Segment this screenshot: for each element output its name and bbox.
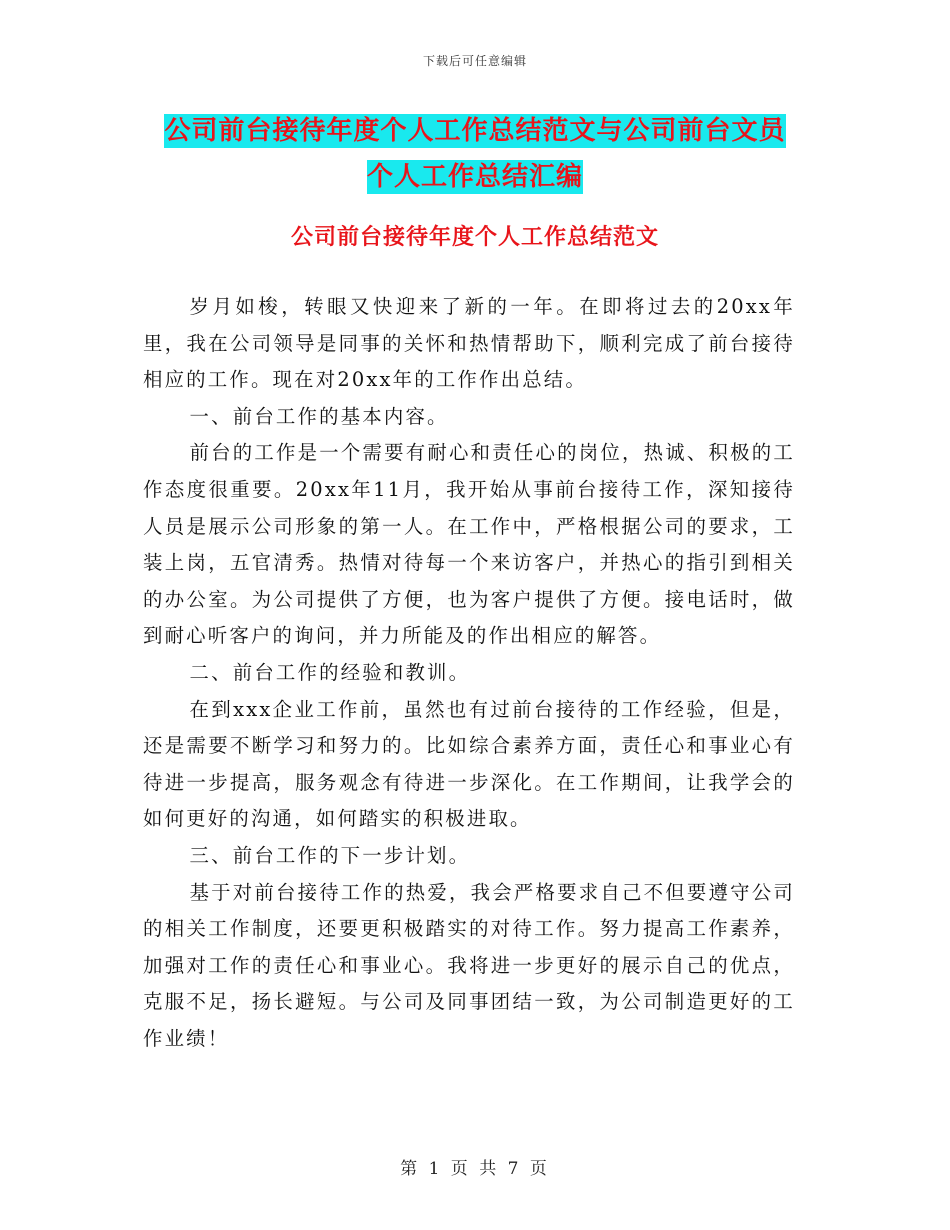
page-number: 第 1 页 共 7 页 [400,1159,550,1179]
heading-basic-content: 一、前台工作的基本内容。 [189,404,449,428]
paragraph-intro: 岁月如梭，转眼又快迎来了新的一年。在即将过去的20xx年里，我在公司领导是同事的关怀和热情帮助下，顺利完成了前台接待相应的工作。现在对20xx年的工作作出总结。 [143,295,795,392]
document-title-line-1: 公司前台接待年度个人工作总结范文与公司前台文员 [164,116,786,146]
document-title [120,108,830,200]
heading-next-plan: 三、前台工作的下一步计划。 [189,843,471,867]
heading-experience: 二、前台工作的经验和教训。 [189,660,471,684]
paragraph-experience: 在到xxx企业工作前，虽然也有过前台接待的工作经验，但是，还是需要不断学习和努力的。比如综合素养方面，责任心和事业心有待进一步提高，服务观念有待进一步深化。在工作期间，让我学会的如何更好的沟通，如何踏实的积极进取。 [143,697,795,831]
paragraph-basic-content: 前台的工作是一个需要有耐心和责任心的岗位，热诚、积极的工作态度很重要。20xx年11月，我开始从事前台接待工作，深知接待人员是展示公司形象的第一人。在工作中，严格根据公司的要求，工装上岗，五官清秀。热情对待每一个来访客户，并热心的指引到相关的办公室。为公司提供了方便，也为客户提供了方便。接电话时，做到耐心听客户的询问，并力所能及的作出相应的解答。 [143,441,795,648]
section-title: 公司前台接待年度个人工作总结范文 [290,224,659,250]
paragraph-next-plan: 基于对前台接待工作的热爱，我会严格要求自己不但要遵守公司的相关工作制度，还要更积极踏实的对待工作。努力提高工作素养，加强对工作的责任心和事业心。我将进一步更好的展示自己的优点，克服不足，扬长避短。与公司及同事团结一致，为公司制造更好的工作业绩！ [143,880,795,1050]
document-title-line-2: 个人工作总结汇编 [366,162,583,192]
document-body [143,289,795,1057]
header-note: 下载后可任意编辑 [422,54,527,68]
